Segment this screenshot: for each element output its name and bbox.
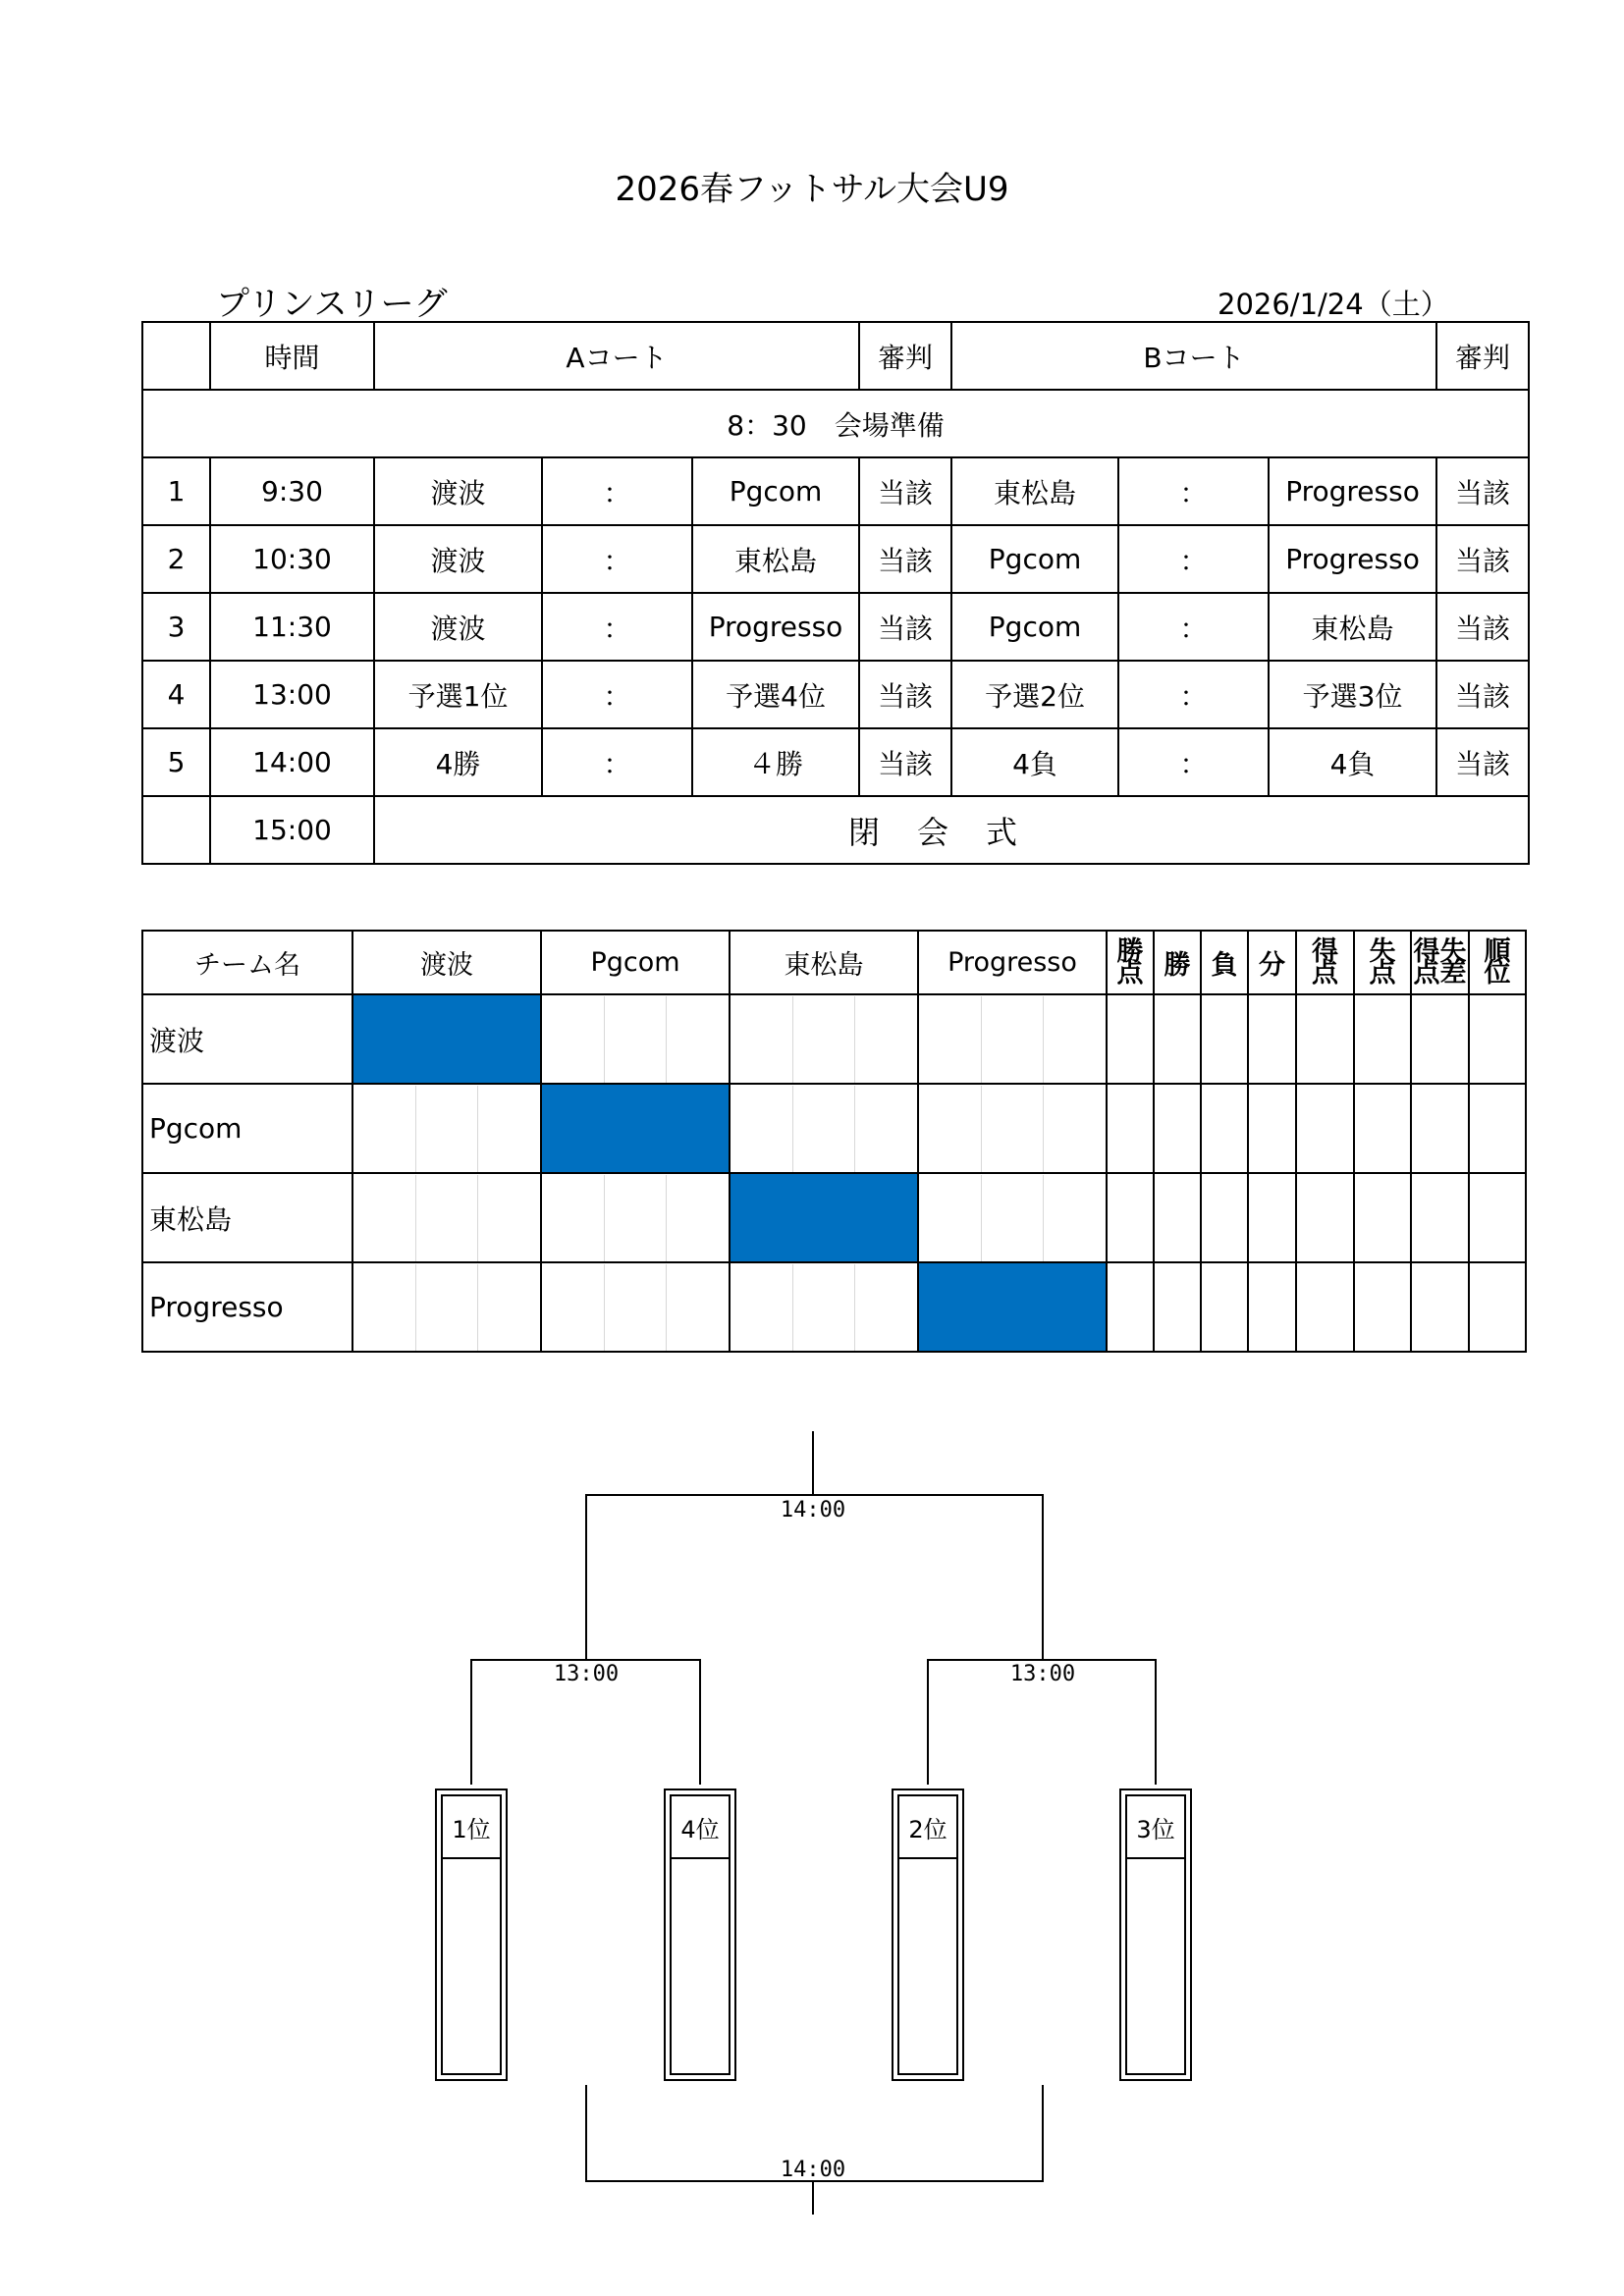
court-b-separator: ： <box>1118 593 1269 661</box>
court-a-separator: ： <box>542 525 692 593</box>
header-team: 東松島 <box>730 931 918 994</box>
header-goal-diff-label: 得失点差 <box>1413 935 1467 988</box>
header-team: Pgcom <box>541 931 730 994</box>
court-a-referee: 当該 <box>859 593 951 661</box>
court-a-home: 渡波 <box>374 457 542 525</box>
court-a-away: 予選4位 <box>692 661 859 728</box>
court-b-home: 予選2位 <box>951 661 1118 728</box>
bracket-slot <box>892 1789 964 2081</box>
court-b-referee: 当該 <box>1436 593 1529 661</box>
header-court-b: Bコート <box>951 322 1436 390</box>
court-a-referee: 当該 <box>859 525 951 593</box>
match-no: 1 <box>142 457 210 525</box>
header-goals-for-label: 得点 <box>1312 935 1338 988</box>
header-team: 渡波 <box>352 931 541 994</box>
court-a-home: 予選1位 <box>374 661 542 728</box>
court-b-separator: ： <box>1118 525 1269 593</box>
slot-label: 4位 <box>672 1796 729 1859</box>
court-b-referee: 当該 <box>1436 728 1529 796</box>
court-b-home: Pgcom <box>951 525 1118 593</box>
court-b-separator: ： <box>1118 661 1269 728</box>
match-time: 11:30 <box>210 593 374 661</box>
court-a-separator: ： <box>542 457 692 525</box>
court-a-referee: 当該 <box>859 457 951 525</box>
header-ref-a: 審判 <box>859 322 951 390</box>
court-a-separator: ： <box>542 728 692 796</box>
court-b-home: 東松島 <box>951 457 1118 525</box>
match-no: 5 <box>142 728 210 796</box>
court-a-away: Progresso <box>692 593 859 661</box>
court-b-home: 4負 <box>951 728 1118 796</box>
semifinal-left-time: 13:00 <box>553 1662 620 1686</box>
bracket-slot <box>435 1789 508 2081</box>
slot-label: 2位 <box>899 1796 956 1859</box>
court-b-separator: ： <box>1118 728 1269 796</box>
slot-label: 3位 <box>1127 1796 1184 1859</box>
header-team: Progresso <box>918 931 1107 994</box>
court-a-away: 東松島 <box>692 525 859 593</box>
bracket-slot <box>664 1789 736 2081</box>
slot-label: 1位 <box>443 1796 500 1859</box>
match-time: 13:00 <box>210 661 374 728</box>
court-a-home: 4勝 <box>374 728 542 796</box>
header-goals-against-label: 失点 <box>1369 935 1396 988</box>
header-court-a: Aコート <box>374 322 859 390</box>
setup-text: 8：30 会場準備 <box>142 390 1529 457</box>
header-draws: 分 <box>1248 931 1296 994</box>
team-name: 渡波 <box>142 994 352 1084</box>
court-a-separator: ： <box>542 593 692 661</box>
court-b-separator: ： <box>1118 457 1269 525</box>
court-b-away: 予選3位 <box>1269 661 1436 728</box>
header-rank-label: 順位 <box>1484 935 1511 988</box>
court-b-away: 4負 <box>1269 728 1436 796</box>
closing-time: 15:00 <box>210 796 374 864</box>
court-b-away: Progresso <box>1269 457 1436 525</box>
header-time: 時間 <box>210 322 374 390</box>
league-name: プリンスリーグ <box>216 285 448 324</box>
court-a-referee: 当該 <box>859 728 951 796</box>
court-b-referee: 当該 <box>1436 525 1529 593</box>
court-b-home: Pgcom <box>951 593 1118 661</box>
match-no: 3 <box>142 593 210 661</box>
court-b-referee: 当該 <box>1436 457 1529 525</box>
court-a-away: ４勝 <box>692 728 859 796</box>
court-a-home: 渡波 <box>374 525 542 593</box>
page-title: 2026春フットサル大会U9 <box>615 170 1009 209</box>
match-time: 9:30 <box>210 457 374 525</box>
court-b-away: 東松島 <box>1269 593 1436 661</box>
court-a-referee: 当該 <box>859 661 951 728</box>
court-b-away: Progresso <box>1269 525 1436 593</box>
match-time: 14:00 <box>210 728 374 796</box>
court-b-referee: 当該 <box>1436 661 1529 728</box>
match-time: 10:30 <box>210 525 374 593</box>
court-a-separator: ： <box>542 661 692 728</box>
court-a-away: Pgcom <box>692 457 859 525</box>
header-ref-b: 審判 <box>1436 322 1529 390</box>
team-name: 東松島 <box>142 1173 352 1262</box>
header-team-name: チーム名 <box>142 931 352 994</box>
header-losses: 負 <box>1201 931 1248 994</box>
bracket-slot <box>1119 1789 1192 2081</box>
match-no: 2 <box>142 525 210 593</box>
third-place-time: 14:00 <box>780 2158 846 2182</box>
match-no: 4 <box>142 661 210 728</box>
header-wins: 勝 <box>1154 931 1201 994</box>
semifinal-right-time: 13:00 <box>1009 1662 1076 1686</box>
final-time: 14:00 <box>780 1498 846 1522</box>
team-name: Pgcom <box>142 1084 352 1173</box>
event-date: 2026/1/24（土） <box>1218 288 1449 321</box>
closing-ceremony: 閉会式 <box>374 796 1529 864</box>
header-points-label: 勝点 <box>1116 935 1144 988</box>
team-name: Progresso <box>142 1262 352 1352</box>
court-a-home: 渡波 <box>374 593 542 661</box>
